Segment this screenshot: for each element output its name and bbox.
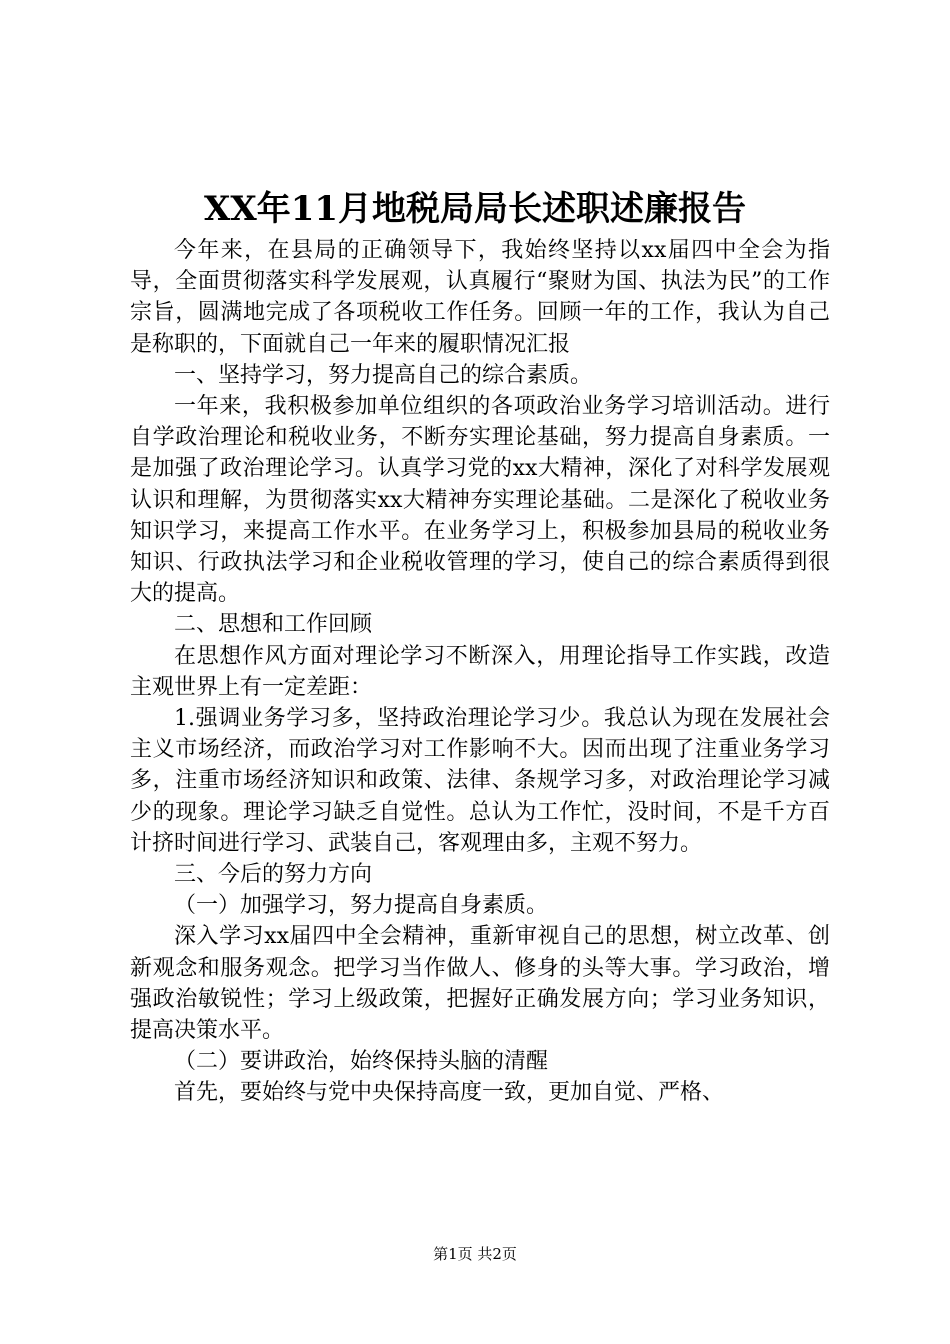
page-number-footer: 第1页 共2页 [433, 1245, 517, 1263]
subsection-heading-1: （一）加强学习，努力提高自身素质。 [174, 893, 549, 919]
paragraph-point-1: 1.强调业务学习多，坚持政治理论学习少。我总认为现在发展社会主义市场经济，而政治学习对工作影响不大。因而出现了注重业务学习多，注重市场经济知识和政策、法律、条规学习多，对政治理论学习减少的现象。理论学习缺乏自觉性。总认为工作忙，没时间，不是千方百计挤时间进行学习、武装自己，客观理由多，主观不努力。 [130, 706, 830, 856]
paragraph-firstly: 首先，要始终与党中央保持高度一致，更加自觉、严格、 [174, 1080, 725, 1106]
subsection-heading-2: （二）要讲政治，始终保持头脑的清醒 [174, 1049, 549, 1075]
paragraph-study: 一年来，我积极参加单位组织的各项政治业务学习培训活动。进行自学政治理论和税收业务，不断夯实理论基础，努力提高自身素质。一是加强了政治理论学习。认真学习党的xx大精神，深化了对科学发展观认识和理解，为贯彻落实xx大精神夯实理论基础。二是深化了税收业务知识学习，来提高工作水平。在业务学习上，积极参加县局的税收业务知识、行政执法学习和企业税收管理的学习，使自己的综合素质得到很大的提高。 [130, 394, 830, 607]
section-heading-1: 一、坚持学习，努力提高自己的综合素质。 [174, 362, 593, 388]
section-heading-2: 二、思想和工作回顾 [174, 612, 373, 638]
paragraph-deep-study: 深入学习xx届四中全会精神，重新审视自己的思想，树立改革、创新观念和服务观念。把学习当作做人、修身的头等大事。学习政治，增强政治敏锐性；学习上级政策，把握好正确发展方向；学习业务知识，提高决策水平。 [130, 924, 830, 1044]
paragraph-intro: 今年来，在县局的正确领导下，我始终坚持以xx届四中全会为指导，全面贯彻落实科学发展观，认真履行“聚财为国、执法为民”的工作宗旨，圆满地完成了各项税收工作任务。回顾一年的工作，我认为自己是称职的，下面就自己一年来的履职情况汇报 [130, 238, 830, 357]
paragraph-thought: 在思想作风方面对理论学习不断深入，用理论指导工作实践，改造主观世界上有一定差距： [130, 643, 830, 700]
section-heading-3: 三、今后的努力方向 [174, 862, 373, 888]
document-title: XX年11月地税局局长述职述廉报告 [203, 189, 747, 229]
document-body [130, 235, 830, 1109]
